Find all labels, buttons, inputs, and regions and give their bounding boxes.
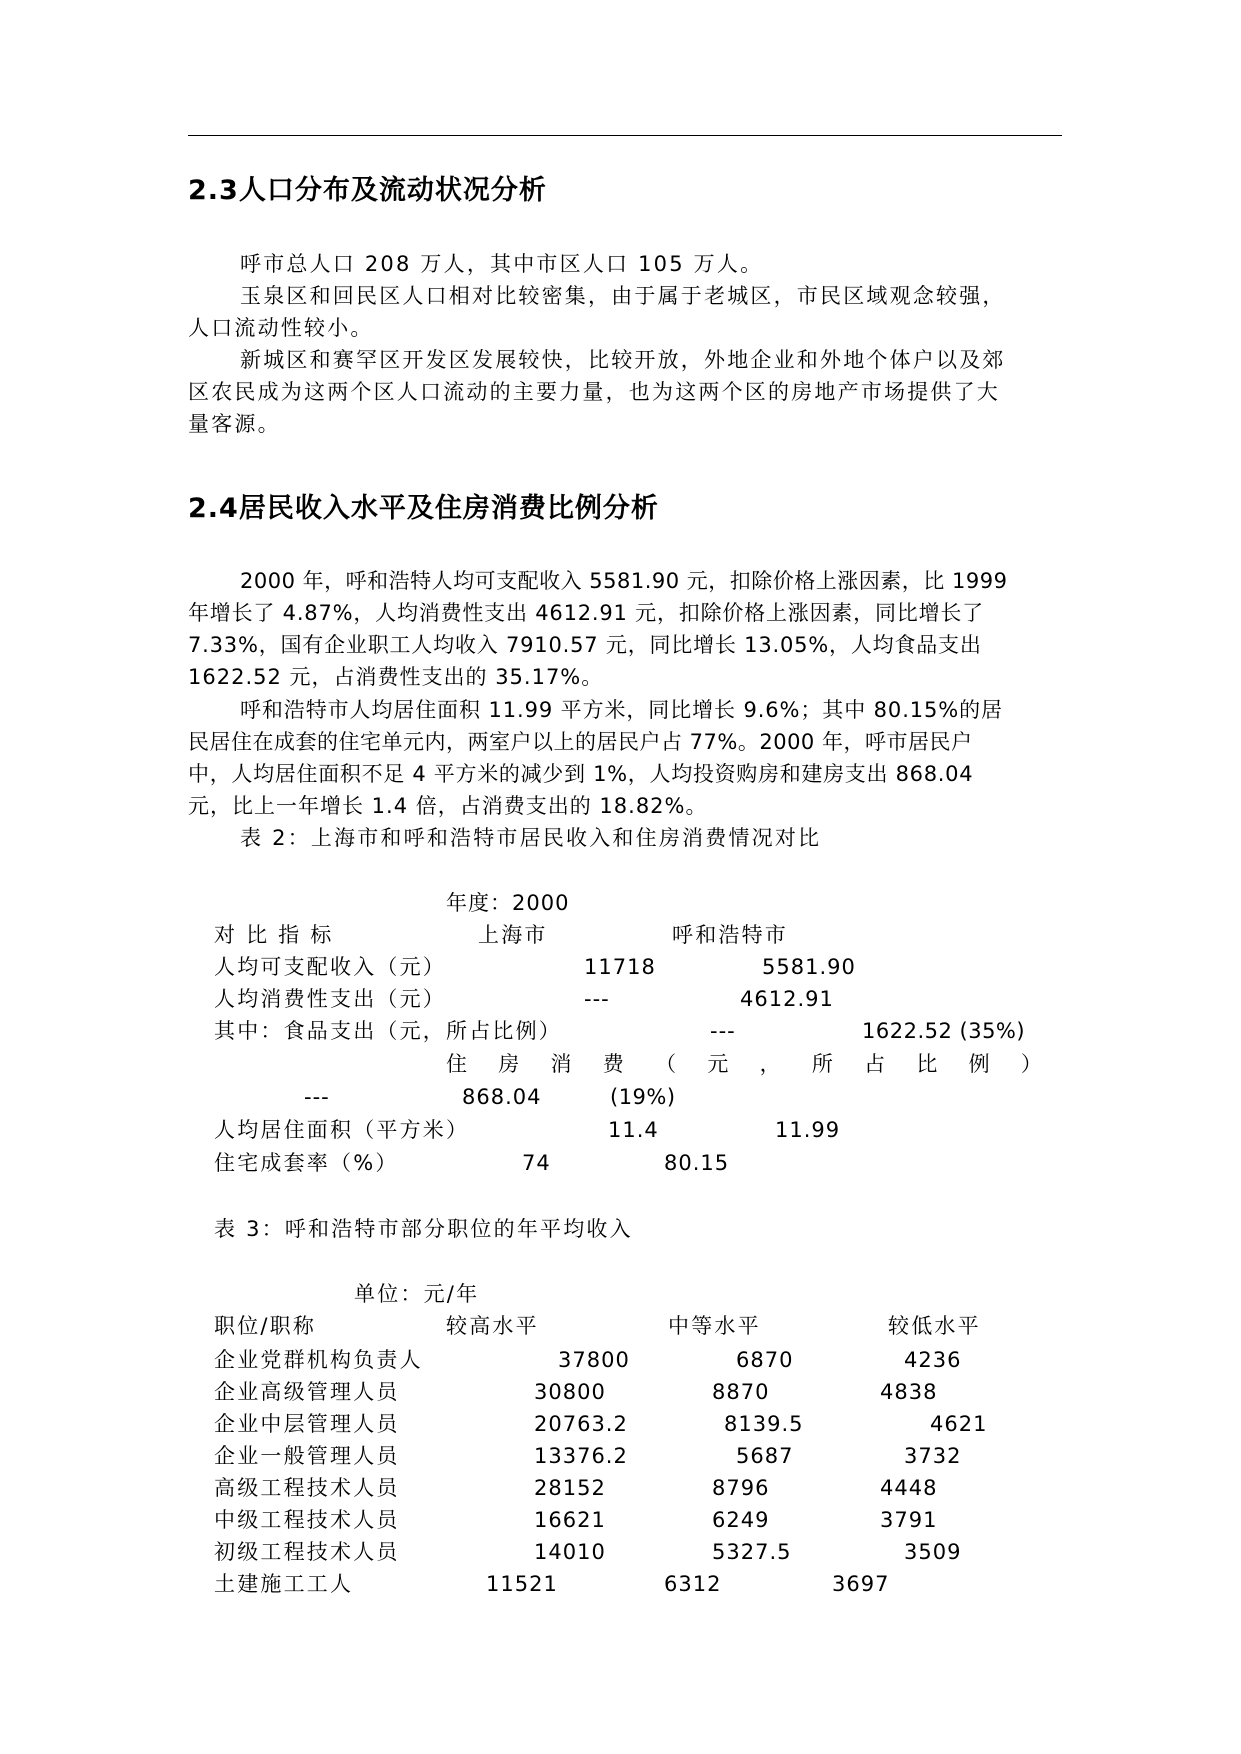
table2-header-metric: 对 比 指 标: [214, 923, 334, 947]
table2-cell: 11718: [584, 955, 656, 979]
table3-cell: 企业一般管理人员: [214, 1444, 400, 1468]
paragraph-line: 民居住在成套的住宅单元内，两室户以上的居民户占 77%。2000 年，呼市居民户: [188, 730, 973, 754]
table3-header-position: 职位/职称: [214, 1314, 317, 1338]
table3-cell: 企业中层管理人员: [214, 1412, 400, 1436]
table2-year: 年度：2000: [446, 891, 570, 915]
paragraph-line: 新城区和赛罕区开发区发展较快，比较开放，外地企业和外地个体户以及郊: [240, 348, 1006, 372]
table3-cell: 5687: [736, 1444, 794, 1468]
table2-cell: 74: [522, 1151, 551, 1175]
header-rule: [188, 135, 1062, 136]
table3-header-high: 较高水平: [446, 1314, 539, 1338]
table3-cell: 37800: [558, 1348, 630, 1372]
table2-cell: (19%): [610, 1085, 676, 1109]
table3-cell: 11521: [486, 1572, 558, 1596]
table3-cell: 土建施工工人: [214, 1572, 354, 1596]
table3-cell: 企业高级管理人员: [214, 1380, 400, 1404]
table3-cell: 3791: [880, 1508, 938, 1532]
table3-cell: 6249: [712, 1508, 770, 1532]
table3-cell: 6870: [736, 1348, 794, 1372]
section-2-4-title: 2.4居民收入水平及住房消费比例分析: [188, 493, 659, 524]
table2-cell: 80.15: [664, 1151, 730, 1175]
table2-cell: 868.04: [462, 1085, 542, 1109]
table2-cell: 4612.91: [740, 987, 834, 1011]
table2-caption: 表 2：上海市和呼和浩特市居民收入和住房消费情况对比: [240, 826, 822, 850]
table3-cell: 5327.5: [712, 1540, 792, 1564]
paragraph-line: 玉泉区和回民区人口相对比较密集，由于属于老城区，市民区域观念较强，: [240, 284, 1006, 308]
paragraph-line: 人口流动性较小。: [188, 316, 374, 340]
table3-cell: 初级工程技术人员: [214, 1540, 400, 1564]
paragraph-line: 呼市总人口 208 万人，其中市区人口 105 万人。: [240, 252, 764, 276]
table3-cell: 3697: [832, 1572, 890, 1596]
table3-cell: 13376.2: [534, 1444, 628, 1468]
table3-cell: 4448: [880, 1476, 938, 1500]
table3-cell: 3509: [904, 1540, 962, 1564]
table3-cell: 6312: [664, 1572, 722, 1596]
table2-cell: 人均消费性支出（元）: [214, 987, 446, 1011]
table2-cell: 1622.52 (35%): [862, 1019, 1026, 1043]
paragraph-line: 量客源。: [188, 412, 281, 436]
table3-cell: 高级工程技术人员: [214, 1476, 400, 1500]
table3-caption: 表 3：呼和浩特市部分职位的年平均收入: [214, 1217, 633, 1241]
table3-cell: 30800: [534, 1380, 606, 1404]
paragraph-line: 中，人均居住面积不足 4 平方米的减少到 1%，人均投资购房和建房支出 868.04: [188, 762, 974, 786]
table2-cell: 11.4: [608, 1118, 659, 1142]
table3-cell: 4621: [930, 1412, 988, 1436]
paragraph-line: 区农民成为这两个区人口流动的主要力量，也为这两个区的房地产市场提供了大: [188, 380, 1000, 404]
table2-cell: ---: [710, 1019, 736, 1043]
paragraph-line: 1622.52 元，占消费性支出的 35.17%。: [188, 665, 604, 689]
table2-cell: 人均居住面积（平方米）: [214, 1118, 470, 1142]
table3-header-mid: 中等水平: [668, 1314, 761, 1338]
table3-cell: 3732: [904, 1444, 962, 1468]
section-2-3-title: 2.3人口分布及流动状况分析: [188, 175, 547, 206]
table2-cell: 5581.90: [762, 955, 856, 979]
table3-cell: 20763.2: [534, 1412, 628, 1436]
table3-cell: 14010: [534, 1540, 606, 1564]
table2-cell: 住宅成套率（%）: [214, 1151, 399, 1175]
table2-cell: 其中：食品支出（元，所占比例）: [214, 1019, 562, 1043]
paragraph-line: 元，比上一年增长 1.4 倍，占消费支出的 18.82%。: [188, 794, 708, 818]
table3-unit: 单位：元/年: [354, 1282, 480, 1306]
table2-cell: 11.99: [775, 1118, 841, 1142]
paragraph-line: 呼和浩特市人均居住面积 11.99 平方米，同比增长 9.6%；其中 80.15%的居: [240, 698, 1003, 722]
table2-housing-label-justified: 住 房 消 费 （ 元 ， 所 占 比 例 ）: [446, 1052, 1042, 1076]
table3-cell: 4236: [904, 1348, 962, 1372]
table3-cell: 中级工程技术人员: [214, 1508, 400, 1532]
table3-cell: 企业党群机构负责人: [214, 1348, 423, 1372]
paragraph-line: 年增长了 4.87%，人均消费性支出 4612.91 元，扣除价格上涨因素，同比增长了: [188, 601, 984, 625]
paragraph-line: 7.33%，国有企业职工人均收入 7910.57 元，同比增长 13.05%，人均食品支出: [188, 633, 982, 657]
table3-cell: 4838: [880, 1380, 938, 1404]
table3-cell: 8796: [712, 1476, 770, 1500]
table2-cell: ---: [304, 1085, 330, 1109]
paragraph-line: 2000 年，呼和浩特人均可支配收入 5581.90 元，扣除价格上涨因素，比 1999: [240, 569, 1008, 593]
table2-cell: 人均可支配收入（元）: [214, 955, 446, 979]
table2-cell: ---: [584, 987, 610, 1011]
table3-header-low: 较低水平: [888, 1314, 981, 1338]
table3-cell: 28152: [534, 1476, 606, 1500]
table3-cell: 8139.5: [724, 1412, 804, 1436]
table2-header-shanghai: 上海市: [478, 923, 548, 947]
table3-cell: 16621: [534, 1508, 606, 1532]
table2-header-hohhot: 呼和浩特市: [672, 923, 788, 947]
table3-cell: 8870: [712, 1380, 770, 1404]
